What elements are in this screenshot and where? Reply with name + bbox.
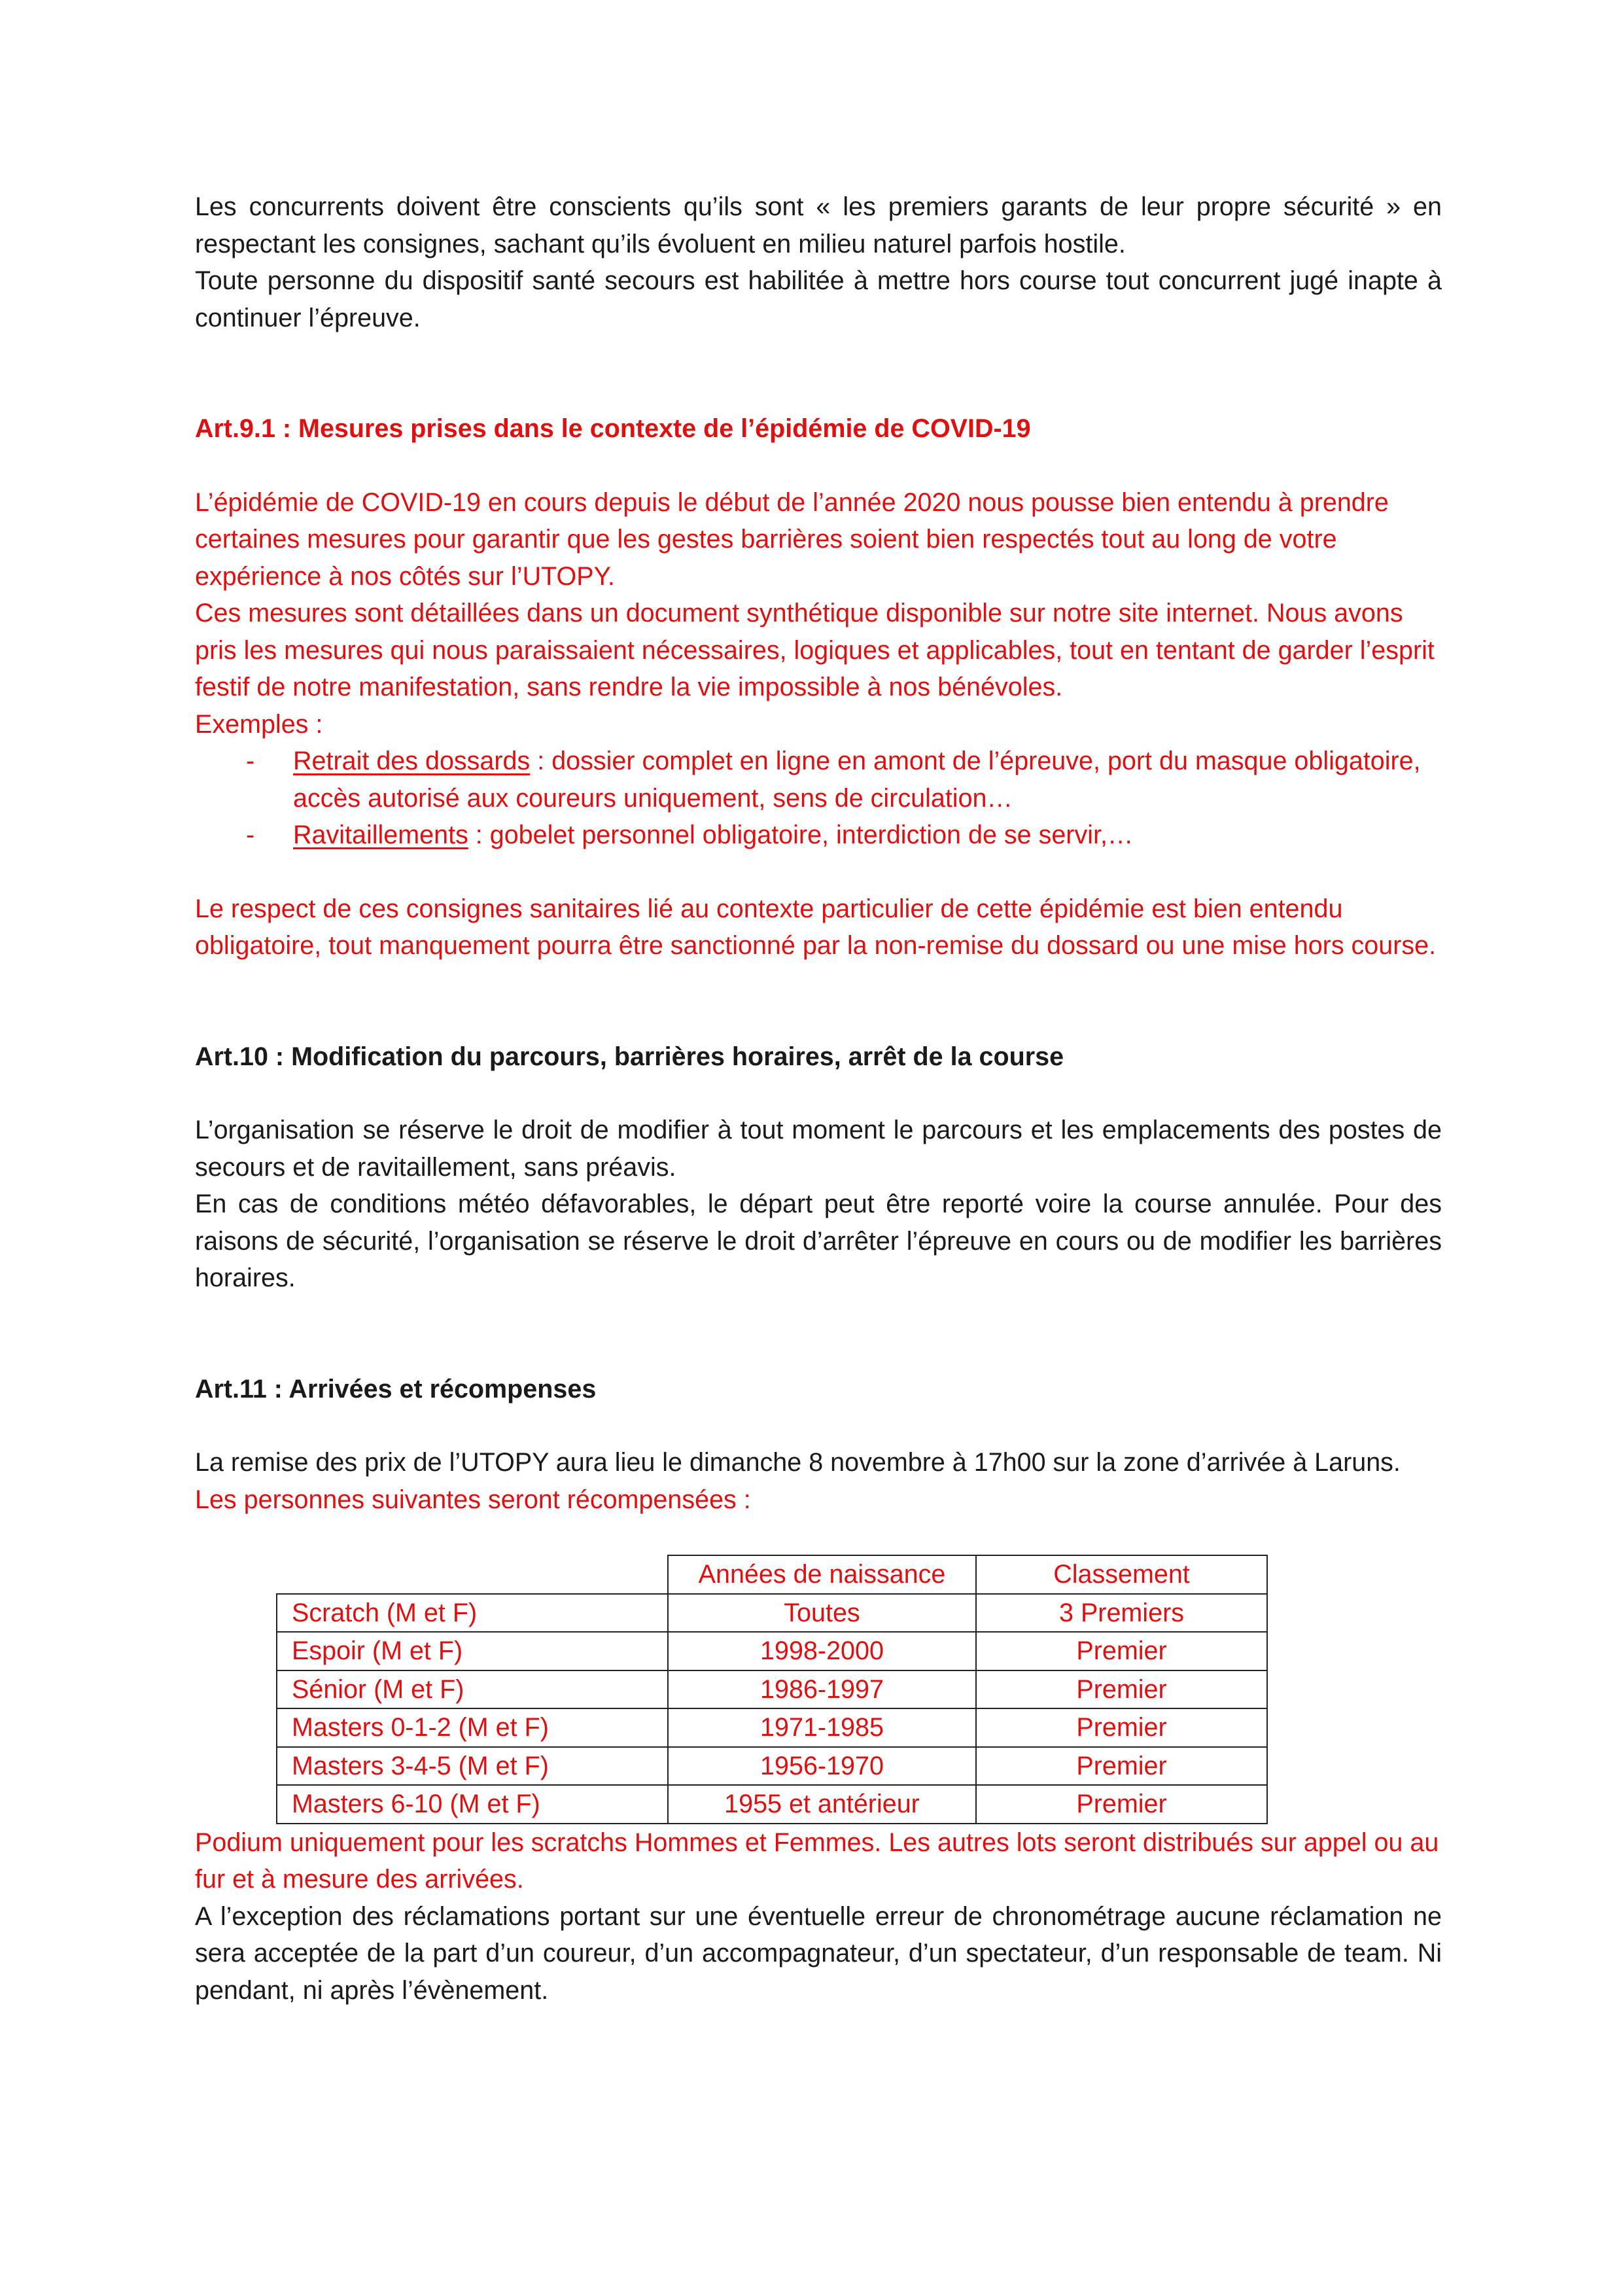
list-item-term: Ravitaillements	[293, 821, 468, 849]
section-title-art11: Art.11 : Arrivées et récompenses	[195, 1374, 597, 1404]
table-cell: Masters 6-10 (M et F)	[277, 1785, 668, 1824]
table-cell: Sénior (M et F)	[277, 1670, 668, 1709]
examples-list	[195, 743, 1442, 854]
art91-paragraph-2: Ces mesures sont détaillées dans un document synthétique disponible sur notre site internet. Nous avons pris les mesures qui nous paraissaient nécessaires, logiques et applicables, tout en tentant de garder l’esprit festif de notre manifestation, sans rendre la vie impossible à nos bénévoles.	[195, 599, 1435, 701]
examples-label: Exemples :	[195, 709, 323, 739]
art91-paragraph-1: L’épidémie de COVID-19 en cours depuis le début de l’année 2020 nous pousse bien entendu à prendre certaines mesures pour garantir que les gestes barrières soient bien respectés tout au long de votre expérience à nos côtés sur l’UTOPY.	[195, 487, 1389, 591]
table-header-cell	[277, 1555, 668, 1594]
table-cell: 1955 et antérieur	[668, 1785, 976, 1824]
section-title-art10: Art.10 : Modification du parcours, barrières horaires, arrêt de la course	[195, 1042, 1064, 1071]
table-row	[277, 1708, 1267, 1747]
spacer	[195, 1075, 1442, 1112]
table-header-row	[277, 1555, 1267, 1594]
list-item	[195, 817, 1442, 854]
list-item	[195, 743, 1442, 817]
spacer	[195, 448, 1442, 484]
list-item-term: Retrait des dossards	[293, 747, 531, 775]
table-cell: Premier	[976, 1632, 1267, 1670]
art11-paragraph-3: Podium uniquement pour les scratchs Hommes et Femmes. Les autres lots seront distribués sur appel ou au fur et à mesure des arrivées.	[195, 1828, 1439, 1894]
section-body-art91	[195, 484, 1442, 964]
table-cell: 1998-2000	[668, 1632, 976, 1670]
table-header-cell: Classement	[976, 1555, 1267, 1594]
spacer	[195, 1297, 1442, 1371]
table-cell: 1986-1997	[668, 1670, 976, 1709]
table-cell: Premier	[976, 1747, 1267, 1786]
list-item-text: : dossier complet en ligne en amont de l’épreuve, port du masque obligatoire, accès autorisé aux coureurs uniquement, sens de circulation…	[293, 747, 1421, 813]
list-item-text: : gobelet personnel obligatoire, interdiction de se servir,…	[468, 821, 1134, 849]
section-title-art91: Art.9.1 : Mesures prises dans le contexte de l’épidémie de COVID-19	[195, 414, 1031, 443]
dash-bullet: -	[246, 821, 255, 849]
table-row	[277, 1747, 1267, 1786]
table-cell: 1971-1985	[668, 1708, 976, 1747]
page-content	[195, 188, 1442, 2009]
table-row	[277, 1670, 1267, 1709]
table-cell: Toutes	[668, 1594, 976, 1633]
art11-paragraph-1: La remise des prix de l’UTOPY aura lieu le dimanche 8 novembre à 17h00 sur la zone d’arrivée à Laruns.	[195, 1448, 1401, 1477]
table-row	[277, 1785, 1267, 1824]
table-row	[277, 1594, 1267, 1633]
intro-paragraph-2: Toute personne du dispositif santé secours est habilitée à mettre hors course tout concurrent jugé inapte à continuer l’épreuve.	[195, 266, 1442, 332]
table-cell: Premier	[976, 1708, 1267, 1747]
table-cell: Espoir (M et F)	[277, 1632, 668, 1670]
table-cell: 1956-1970	[668, 1747, 976, 1786]
table-header-cell: Années de naissance	[668, 1555, 976, 1594]
table-cell: Masters 0-1-2 (M et F)	[277, 1708, 668, 1747]
art11-paragraph-2: Les personnes suivantes seront récompensées :	[195, 1485, 751, 1514]
dash-bullet: -	[246, 747, 255, 775]
art10-paragraph-1: L’organisation se réserve le droit de modifier à tout moment le parcours et les emplacements des postes de secours et de ravitaillement, sans préavis.	[195, 1116, 1442, 1182]
spacer	[195, 964, 1442, 1038]
table-cell: Premier	[976, 1785, 1267, 1824]
intro-paragraph-1: Les concurrents doivent être conscients qu’ils sont « les premiers garants de leur propre sécurité » en respectant les consignes, sachant qu’ils évoluent en milieu naturel parfois hostile.	[195, 192, 1442, 258]
rewards-table	[276, 1555, 1268, 1824]
spacer	[195, 336, 1442, 410]
spacer	[195, 854, 1442, 891]
spacer	[195, 1518, 1442, 1555]
art91-paragraph-3: Le respect de ces consignes sanitaires lié au contexte particulier de cette épidémie est bien entendu obligatoire, tout manquement pourra être sanctionné par la non-remise du dossard ou une mise hors course.	[195, 894, 1437, 960]
art11-paragraph-4: A l’exception des réclamations portant sur une éventuelle erreur de chronométrage aucune réclamation ne sera acceptée de la part d’un coureur, d’un accompagnateur, d’un spectateur, d’un responsable de team. Ni pendant, ni après l’évènement.	[195, 1901, 1442, 2005]
table-cell: Masters 3-4-5 (M et F)	[277, 1747, 668, 1786]
table-cell: 3 Premiers	[976, 1594, 1267, 1633]
table-row	[277, 1632, 1267, 1670]
art10-paragraph-2: En cas de conditions météo défavorables, le départ peut être reporté voire la course annulée. Pour des raisons de sécurité, l’organisation se réserve le droit d’arrêter l’épreuve en cours ou de modifier les barrières horaires.	[195, 1190, 1442, 1292]
table-cell: Scratch (M et F)	[277, 1594, 668, 1633]
spacer	[195, 1407, 1442, 1444]
table-cell: Premier	[976, 1670, 1267, 1709]
